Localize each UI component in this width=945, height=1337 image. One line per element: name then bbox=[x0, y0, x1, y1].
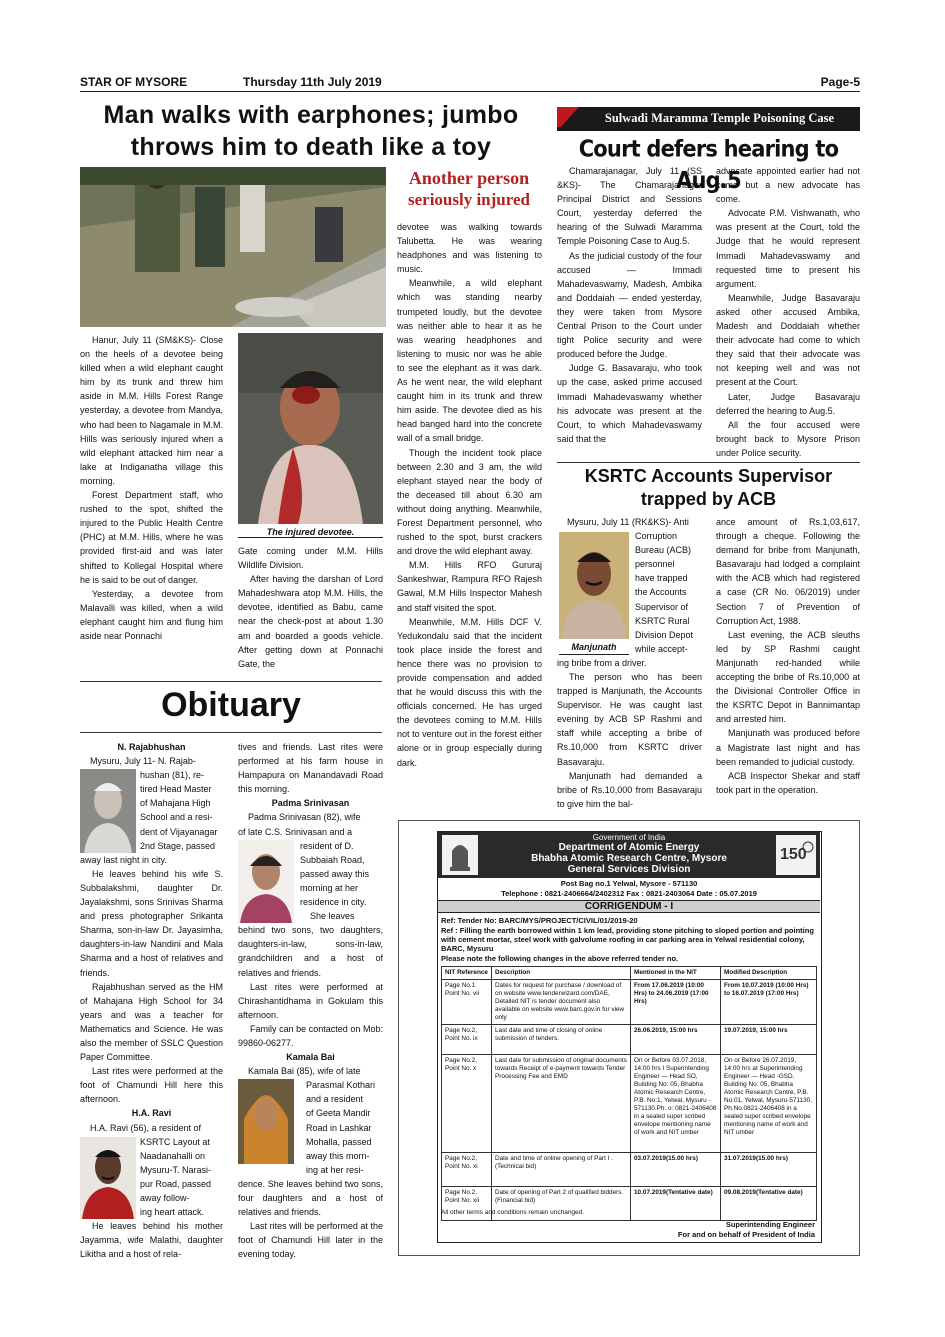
story1-headline: Man walks with earphones; jumbo throws him to death like a toy bbox=[103, 101, 519, 161]
obituary-rule bbox=[80, 681, 382, 682]
table-row: Page No.2, Point No. xi Date and time of online opening of Part I .(Technical bid) 03.07.2019(15.00 hrs) 31.07.2019(15.00 hrs) bbox=[442, 1153, 817, 1187]
paper-name: STAR OF MYSORE bbox=[80, 75, 188, 89]
page-header bbox=[80, 74, 860, 92]
manjunath-photo bbox=[559, 532, 629, 639]
table-row: Page No.1 Point No. vii Dates for request for purchase / download of on website www.tenderwizard.com/DAE, Detailed NIT is tender document also available on website www.barc.gov.in for view only From 17.06.2019 (10:00 Hrs) to 24.06.2019 (17:00 Hrs) From 10.07.2019 (10:00 Hrs) to 16.07.2019 (17:00 Hrs) bbox=[442, 980, 817, 1025]
ravi-photo bbox=[80, 1137, 136, 1219]
svg-text:150: 150 bbox=[780, 846, 807, 863]
story2-kicker-bar bbox=[557, 107, 860, 131]
ad-tender-no: Ref: Tender No: BARC/MYS/PROJECT/CIVIL/01/2019-20 bbox=[441, 916, 638, 925]
story3-column-1: Mysuru, July 11 (RK&KS)- Anti Corruption Bureau (ACB) personnel have trapped the Accounts Supervisor of KSRTC Rural Division Depot Manjunath while accept- ing bribe from a driver. The person who has been trapped is Manjunath, the Accounts Supervisor. He was caught last evening by ACB SP Rashmi and staff while accepting a bribe of Rs.10,000 from KSRTC driver Basavaraju. Manjunath had demanded a bribe of Rs.10,000 from Basavaraju to give him the bal- bbox=[557, 517, 702, 809]
page-number: Page-5 bbox=[820, 75, 860, 89]
story1-subhead: Another person seriously injured bbox=[407, 168, 530, 209]
story2-column-2: advocate appointed earlier had not come but a new advocate has come. Advocate P.M. Vishwanath, who was present at the Court, told the Judge that he would represent Immadi Mahadevaswamy and requested time to present his argument. Meanwhile, Judge Basavaraju asked other accused Ambika, Madesh and Doddaiah whether their advocate had come to which they said that their advocate was not keeping well and was not present at the Court. Later, Judge Basavaraju deferred the hearing to Aug.5. All the four accused were brought back to Mysore Prison under Police security. bbox=[716, 166, 860, 458]
kamala-photo bbox=[238, 1079, 294, 1164]
obituary-title-rule bbox=[80, 732, 382, 733]
story3-rule bbox=[557, 462, 860, 463]
table-row: Page No.2, Point No. xii Date of opening of Part 2 of qualified bidders. (Financial bid) 10.07.2019(Tentative date) 09.08.2019(Tentative date) bbox=[442, 1187, 817, 1221]
issue-date: Thursday 11th July 2019 bbox=[243, 75, 382, 89]
injured-devotee-caption: The injured devotee. bbox=[238, 527, 383, 538]
story1-column-3: devotee was walking towards Talubetta. He was wearing headphones and was listening to music. Meanwhile, a wild elephant which was standing nearby trumpeted loudly, but the devotee was neither able to hear it as he was wearing headphones and listening to music nor was he able to see the elephant as it was dark. As he went near, the wild elephant caught him in its trunk and threw him aside. The devotee died as his head banged hard into the concrete wall of a small bridge. Though the incident took place between 2.30 and 3 am, the wild elephant stayed near the body of the deceased till about 6.30 am without doing anything. Meanwhile, Forest Department personnel, who rushed to the spot, burst crackers and drove the wild elephant away. M.M. Hills RFO Gururaj Sankeshwar, Rampura RFO Rajesh Gawal, M.M Hills Inspector Mahesh and staff visited the spot. Meanwhile, M.M. Hills DCF V. Yedukondalu said that the incident took place inside the forest and hence there was no provision to provide compensation and added that he would discuss this with the officials concerned. He has urged the devotees coming to M.M. Hills not to venture out in the forest either alone or in group especially during dark. bbox=[397, 222, 542, 768]
ad-postbag: Post Bag no.1 Yelwal, Mysore - 571130 bbox=[560, 879, 698, 888]
barc-150-logo-icon bbox=[776, 835, 816, 875]
padma-photo bbox=[238, 840, 294, 923]
ad-inner bbox=[437, 831, 822, 1243]
obituary-title: Obituary bbox=[161, 686, 301, 724]
barc-corrigendum-ad bbox=[398, 820, 860, 1256]
ad-telephone: Telephone : 0821-2406664/2402312 Fax : 0821-2403064 Date : 05.07.2019 bbox=[501, 889, 757, 898]
table-header-row: NIT Reference Description Mentioned in the NIT Modified Description bbox=[442, 967, 817, 980]
rajabhushan-photo bbox=[80, 769, 136, 853]
story2-column-1: Chamarajanagar, July 11 (SS &KS)- The Chamarajanagar Principal District and Sessions Court, yesterday deferred the hearing of the Sulwadi Maramma Temple Poisoning Case to Aug.5. As the judicial custody of the four accused — Immadi Mahadevaswamy, Madesh, Ambika and Doddaiah — ended yesterday, they were taken from Mysore Central Prison to the Court under tight Police security and were produced before the Judge. Judge G. Basavaraju, who took up the case, asked prime accused Immadi Mahadevaswamy whether his advocate was present at the Court, to which Mahadevaswamy said that the bbox=[557, 166, 702, 444]
obituary-column-2: tives and friends. Last rites were performed at his farm house in Hampapura on Manandavadi Road this morning. Padma Srinivasan Padma Srinivasan (82), wife of late C.S. Srinivasan and a resident of D. Subbaiah Road, passed away this morning at her residence in city. She leaves behind two sons, two daughters, daughters-in-law, sons-in-law, grandchildren and a host of relatives and friends. Last rites were performed at Chirashantidhama in Gokulam this afternoon. Family can be contacted on Mob: 99860-06277. Kamala Bai Kamala Bai (85), wife of late Parasmal Kothari and a resident of Geeta Mandir Road in Lashkar Mohalla, passed away this morn- ing at her resi- dence. She leaves behind two sons, four daughters and a host of relatives and friends. Last rites will be performed at the foot of Chamundi Hill later in the evening today. bbox=[238, 742, 383, 1260]
obit-name-padma: Padma Srinivasan bbox=[271, 798, 350, 809]
ad-footer-note: All other terms and conditions remain unchanged. bbox=[441, 1209, 585, 1216]
ad-corrigendum: CORRIGENDUM - I bbox=[438, 900, 820, 913]
ad-signature-1: Superintending Engineer bbox=[725, 1220, 815, 1229]
ad-changes-table bbox=[441, 966, 817, 1221]
story1-column-1: Hanur, July 11 (SM&KS)- Close on the heels of a devotee being killed when a wild elephant caught him by its trunk and threw him aside in M.M. Hills Forest Range yesterday, a devotee from Mandya, who had been to Nagamale in M.M. Hills was seriously injured when a wild elephant attacked him near a lake at Indiganatha village this morning. Forest Department staff, who rushed to the spot, shifted the injured to the Public Health Centre (PHC) at M.M. Hills, where he was provided first-aid and was later shifted to Kollegal Hospital where he is said to be out of danger. Yesterday, a devotee from Malavalli was killed, when a wild elephant caught him and flung him aside near Ponnachi bbox=[80, 335, 223, 641]
elephant-scene-photo bbox=[80, 167, 386, 327]
red-corner-mark bbox=[557, 103, 579, 127]
ad-banner: Government of India Department of Atomic Energy Bhabha Atomic Research Centre, Mysore General Services Division 150 bbox=[438, 832, 820, 878]
story3-column-2: ance amount of Rs.1,03,617, through a cheque. Following the demand for bribe from Manjunath, Basavaraju had lodged a complaint with the ACB which had registered a case (CR No. 06/2019) under Section 7 of Prevention of Corruption Act, 1988. Last evening, the ACB sleuths led by SP Rashmi caught Manjunath red-handed while accepting the bribe of Rs.10,000 at the Divisional Controller Office in the KSRTC Depot in Bannimantap and arrested him. Manjunath was produced before a Magistrate last night and has been remanded to judicial custody. ACB Inspector Shekar and staff took part in the operation. bbox=[716, 517, 860, 795]
story1-column-2: Gate coming under M.M. Hills Wildlife Division. After having the darshan of Lord Mahadeshwara atop M.M. Hills, the devotee, identified as Babu, came near the check-post at about 1.30 am and boarded a goods vehicle. After getting down at Ponnachi Gate, the bbox=[238, 546, 383, 669]
emblem-icon bbox=[442, 835, 478, 875]
obit-name-kamala: Kamala Bai bbox=[286, 1052, 335, 1063]
manjunath-caption: Manjunath bbox=[559, 640, 629, 655]
obit-name-ravi: H.A. Ravi bbox=[131, 1108, 172, 1119]
table-row: Page No.2, Point No. ix Last date and time of closing of online submission of tenders. 26.06.2019, 15:00 hrs 19.07.2019, 15:00 hrs bbox=[442, 1025, 817, 1055]
story2-kicker: Sulwadi Maramma Temple Poisoning Case bbox=[604, 111, 835, 125]
ad-signature-2: For and on behalf of President of India bbox=[677, 1230, 815, 1239]
injured-devotee-photo bbox=[238, 333, 383, 524]
story2-headline: Court defers hearing to Aug.5 bbox=[578, 135, 839, 194]
ad-note: Please note the following changes in the above referred tender no. bbox=[441, 954, 679, 963]
ad-reference: Ref : Filling the earth borrowed within 1 km lead, providing stone pitching to sloped portion and pointing with cement mortar, steel work with galvolume roofing in car parking area in Yelwal residential colony, BARC, Mysuru bbox=[441, 926, 814, 953]
obituary-column-1: N. Rajabhushan Mysuru, July 11- N. Rajab- hushan (81), re- tired Head Master of Mahajana High School and a resi- dent of Vijayanagar 2nd Stage, passed away last night in city. He leaves behind his wife S. Subbalakshmi, daughter Dr. Jayalakshmi, sons Srinivas Sharma and press photographer Srikanta Sharma, son-in-law Dr. Jayasimha, daughters-in-law Nandini and Mala Sharma and a host of relatives and friends. Rajabhushan served as the HM of Mahajana High School for 34 years and was a teacher for Mathematics and Science. He was also the member of SSLC Question Paper Committee. Last rites were performed at the foot of Chamundi Hill here this afternoon. H.A. Ravi H.A. Ravi (56), a resident of KSRTC Layout at Naadanahalli on Mysuru-T. Narasi- pur Road, passed away follow- ing heart attack. He leaves behind his mother Jayamma, wife Malathi, daughter Likitha and a host of rela- bbox=[80, 742, 223, 1260]
story3-headline: KSRTC Accounts Supervisor trapped by ACB bbox=[584, 466, 833, 509]
table-row: Page No.2, Point No. x Last date for submission of original documents towards Receipt of e-payment towards Tender Processing Fee and EMD On or Before 03.07.2018, 14:00 hrs I Superintending Engineer — Head SO, Building No: 05, Bhabha Atomic Research Centre, P.B. No:1, Yelwal, Mysuru - 571130.Ph. o: 0821-2406408 in a sealed super scribed envelope mentioning name of work and NIT umber On or Before 26.07.2019, 14:00 hrs at Superintending Engineer — Head -GSD, Building No: 05, Bhabha Atomic Research Centre, P.B. No:01, Yelwal, Mysuru-571130, Ph.No.0821-2406408 in a sealed super scribed envelope mentioning name of work and NIT umber bbox=[442, 1055, 817, 1153]
obit-name-rajabhushan: N. Rajabhushan bbox=[117, 742, 186, 752]
